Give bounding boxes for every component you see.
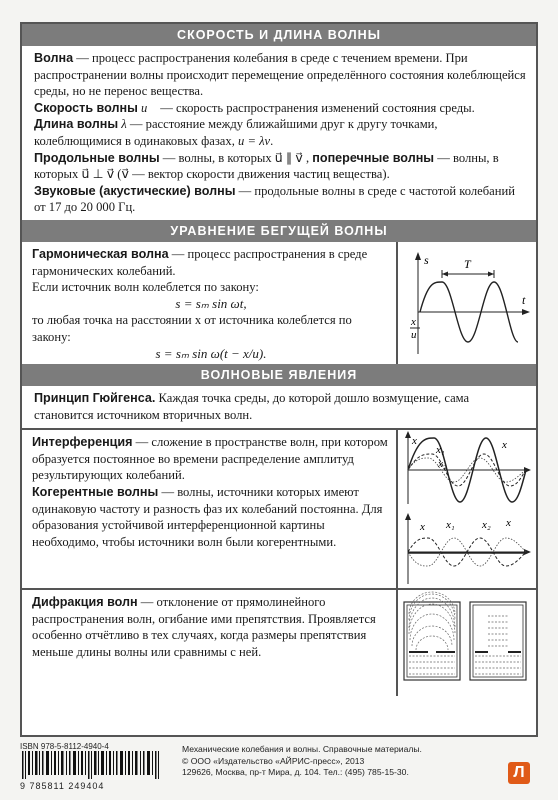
graph2-x2-label: x₂ [438,458,447,471]
barcode-bars [20,751,170,779]
speed-section [22,46,536,220]
wavelength-definition: Длина волны λ — расстояние между ближайшими друг к другу точками, колеблющимися в одинаковых фазах, u = λν. [34,117,438,148]
wave-definition: Волна — процесс распространения колебания в среде с течением времени. При распространении волны происходит перемещение определённого состояния колеблющейся среды, но не перенос вещества. [34,51,526,99]
graph1-u-label: u [411,328,417,341]
barcode [20,742,170,790]
graph1-s-label: s [424,252,429,267]
interference-text: Интерференция — сложение в пространстве волн, при котором образуется постоянное во времени распределение амплитуд результирующих колебаний. Когерентные волны — волны, источники которых имеют одинаковую частоту и разность фаз их колебаний постоянна. Для образования устойчивой интерференционной картины необходимо, чтобы источники волн были когерентными. [32,435,388,549]
section-header-phenomena: ВОЛНОВЫЕ ЯВЛЕНИЯ [22,364,536,386]
diffraction-section [22,588,536,696]
barcode-digits: 9 785811 249404 [20,781,105,791]
isbn-text: ISBN 978-5-8112-4940-4 [20,742,109,751]
graph2-x-label: x [412,435,417,448]
interference-graphs [396,430,536,588]
harmonic-text: Гармоническая волна — процесс распространения в среде гармонических колебаний. Если источник волн колеблется по закону: s = sₘ sin ωt, то любая точка на расстоянии x от источника колеблется по закону: s = sₘ sin ω(t − x/u). [22,242,396,364]
graph1-T-label: T [464,256,471,271]
publisher-info: Механические колебания и волны. Справочные материалы. © ООО «Издательство «АЙРИС-пресс», 2013 129626, Москва, пр-т Мира, д. 104. Тел.: (495) 785-15-30. [182,744,422,777]
wave-graph [396,242,536,364]
footer [20,742,538,790]
travelling-wave-section [22,242,536,364]
sound-definition: Звуковые (акустические) волны — продольные волны в среде с частотой колебаний от 17 до 20 000 Гц. [34,183,515,215]
graph3-x1-label: x₁ [446,519,455,532]
diffraction-figures [396,590,536,696]
interference-section [22,428,536,588]
graph2-x1-label: x₁ [436,444,445,457]
graph1-x-label: x [411,315,416,328]
publisher-logo-icon: Л [508,762,530,784]
graph3-x-label-b: x [506,517,511,530]
graph1-t-label: t [522,292,526,307]
formula-point: s = sₘ sin ω(t − x/u). [155,345,267,361]
huygens-principle: Принцип Гюйгенса. Каждая точка среды, до которой дошло возмущение, сама становится источником вторичных волн. [34,390,470,422]
speed-definition: Скорость волны u⃗ — скорость распространения изменений состояния среды. [34,100,475,115]
graph2-x-label-b: x [502,439,507,452]
graph3-x-label: x [420,521,425,534]
section-header-speed: СКОРОСТЬ И ДЛИНА ВОЛНЫ [22,24,536,46]
formula-source: s = sₘ sin ωt, [175,295,247,311]
diffraction-text: Дифракция волн — отклонение от прямолинейного распространения волн, огибание ими препятствия. Проявляется особенно отчётливо в тех случаях, когда размеры препятствия меньше длины волны или сравнимы с ней. [32,595,376,659]
reference-card [20,22,538,737]
graph3-x2-label: x₂ [482,519,491,532]
longitudinal-definition: Продольные волны — волны, в которых u⃗ ∥ v⃗ , поперечные волны — волны, в которых u⃗ ⊥ v⃗ (v⃗ — вектор скорости движения частиц вещества). [34,150,499,182]
section-header-travelling-wave: УРАВНЕНИЕ БЕГУЩЕЙ ВОЛНЫ [22,220,536,242]
